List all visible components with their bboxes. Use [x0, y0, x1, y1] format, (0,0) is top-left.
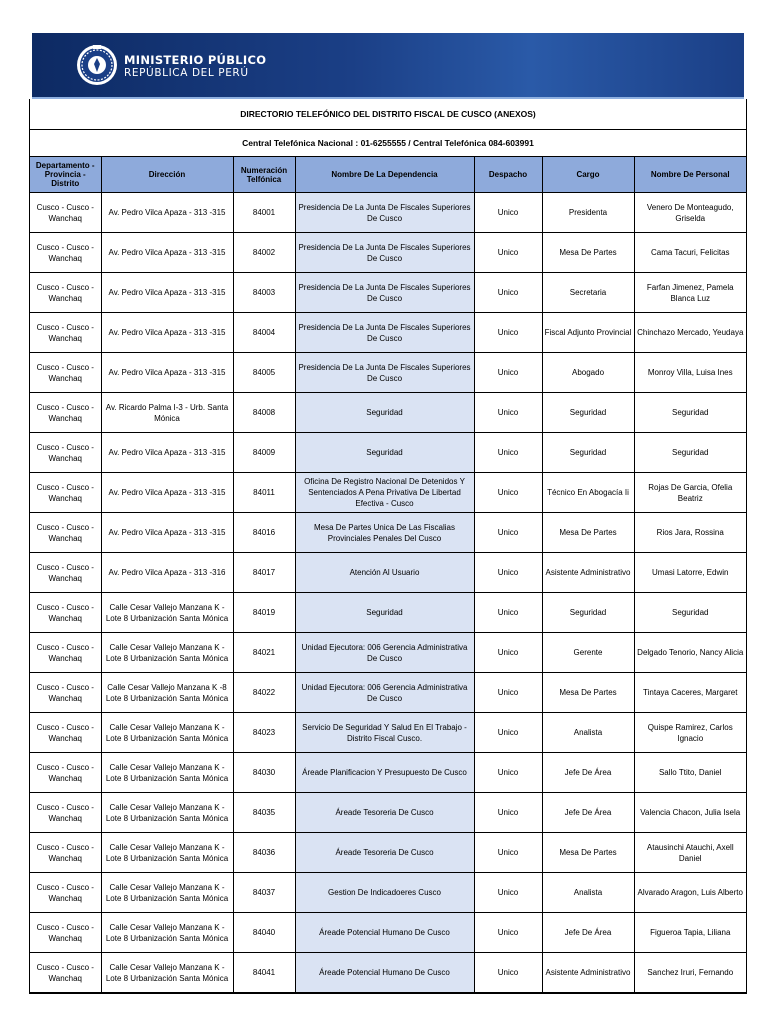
header-banner — [32, 33, 744, 99]
table-row — [30, 753, 746, 793]
dependency-cell: Presidencia De La Junta De Fiscales Superiores De Cusco — [295, 273, 474, 313]
table-row — [30, 273, 746, 313]
document-title: DIRECTORIO TELEFÓNICO DEL DISTRITO FISCAL DE CUSCO (ANEXOS) — [30, 99, 746, 130]
extension-cell: 84023 — [233, 713, 295, 753]
dependency-cell: Áreade Potencial Humano De Cusco — [295, 953, 474, 993]
extension-cell: 84022 — [233, 673, 295, 713]
column-header: Nombre De La Dependencia — [295, 157, 474, 193]
location-cell: Cusco - Cusco - Wanchaq — [30, 313, 101, 353]
location-cell: Cusco - Cusco - Wanchaq — [30, 753, 101, 793]
table-row — [30, 833, 746, 873]
table-row — [30, 953, 746, 993]
location-cell: Cusco - Cusco - Wanchaq — [30, 673, 101, 713]
header-row — [30, 157, 746, 193]
position-cell: Gerente — [542, 633, 634, 673]
office-cell: Unico — [474, 353, 542, 393]
table-row — [30, 233, 746, 273]
directory-sheet — [29, 99, 747, 994]
dependency-cell: Atención Al Usuario — [295, 553, 474, 593]
personnel-cell: Monroy Villa, Luisa Ines — [634, 353, 746, 393]
office-cell: Unico — [474, 513, 542, 553]
position-cell: Presidenta — [542, 193, 634, 233]
logo-line-2: REPÚBLICA DEL PERÚ — [124, 66, 249, 79]
table-row — [30, 873, 746, 913]
office-cell: Unico — [474, 433, 542, 473]
location-cell: Cusco - Cusco - Wanchaq — [30, 513, 101, 553]
dependency-cell: Áreade Tesoreria De Cusco — [295, 833, 474, 873]
column-header: Nombre De Personal — [634, 157, 746, 193]
office-cell: Unico — [474, 633, 542, 673]
position-cell: Seguridad — [542, 393, 634, 433]
personnel-cell: Umasi Latorre, Edwin — [634, 553, 746, 593]
extension-cell: 84011 — [233, 473, 295, 513]
dependency-cell: Oficina De Registro Nacional De Detenidos Y Sentenciados A Pena Privativa De Libertad Efectiva - Cusco — [295, 473, 474, 513]
column-header: Despacho — [474, 157, 542, 193]
address-cell: Calle Cesar Vallejo Manzana K - Lote 8 Urbanización Santa Mónica — [101, 753, 233, 793]
personnel-cell: Seguridad — [634, 393, 746, 433]
location-cell: Cusco - Cusco - Wanchaq — [30, 633, 101, 673]
extension-cell: 84003 — [233, 273, 295, 313]
extension-cell: 84036 — [233, 833, 295, 873]
address-cell: Calle Cesar Vallejo Manzana K - Lote 8 Urbanización Santa Mónica — [101, 713, 233, 753]
ministry-logo — [124, 55, 266, 78]
extension-cell: 84004 — [233, 313, 295, 353]
address-cell: Av. Pedro Vilca Apaza - 313 -315 — [101, 513, 233, 553]
location-cell: Cusco - Cusco - Wanchaq — [30, 593, 101, 633]
personnel-cell: Valencia Chacon, Julia Isela — [634, 793, 746, 833]
personnel-cell: Venero De Monteagudo, Griselda — [634, 193, 746, 233]
address-cell: Av. Pedro Vilca Apaza - 313 -315 — [101, 313, 233, 353]
personnel-cell: Farfan Jimenez, Pamela Blanca Luz — [634, 273, 746, 313]
address-cell: Av. Pedro Vilca Apaza - 313 -315 — [101, 353, 233, 393]
office-cell: Unico — [474, 953, 542, 993]
dependency-cell: Presidencia De La Junta De Fiscales Superiores De Cusco — [295, 193, 474, 233]
personnel-cell: Seguridad — [634, 433, 746, 473]
office-cell: Unico — [474, 713, 542, 753]
extension-cell: 84001 — [233, 193, 295, 233]
extension-cell: 84021 — [233, 633, 295, 673]
central-phone-line: Central Telefónica Nacional : 01-6255555 / Central Telefónica 084-603991 — [30, 130, 746, 157]
personnel-cell: Cama Tacuri, Felicitas — [634, 233, 746, 273]
office-cell: Unico — [474, 913, 542, 953]
office-cell: Unico — [474, 873, 542, 913]
office-cell: Unico — [474, 273, 542, 313]
address-cell: Av. Ricardo Palma I-3 - Urb. Santa Mónica — [101, 393, 233, 433]
table-row — [30, 473, 746, 513]
table-row — [30, 913, 746, 953]
dependency-cell: Seguridad — [295, 393, 474, 433]
dependency-cell: Presidencia De La Junta De Fiscales Superiores De Cusco — [295, 313, 474, 353]
position-cell: Analista — [542, 873, 634, 913]
location-cell: Cusco - Cusco - Wanchaq — [30, 233, 101, 273]
table-row — [30, 633, 746, 673]
table-row — [30, 313, 746, 353]
address-cell: Calle Cesar Vallejo Manzana K - Lote 8 Urbanización Santa Mónica — [101, 873, 233, 913]
position-cell: Fiscal Adjunto Provincial — [542, 313, 634, 353]
column-header: Dirección — [101, 157, 233, 193]
dependency-cell: Presidencia De La Junta De Fiscales Superiores De Cusco — [295, 353, 474, 393]
table-row — [30, 433, 746, 473]
extension-cell: 84035 — [233, 793, 295, 833]
position-cell: Secretaria — [542, 273, 634, 313]
address-cell: Av. Pedro Vilca Apaza - 313 -316 — [101, 553, 233, 593]
office-cell: Unico — [474, 393, 542, 433]
office-cell: Unico — [474, 753, 542, 793]
address-cell: Calle Cesar Vallejo Manzana K - Lote 8 Urbanización Santa Mónica — [101, 953, 233, 993]
dependency-cell: Seguridad — [295, 433, 474, 473]
extension-cell: 84016 — [233, 513, 295, 553]
position-cell: Seguridad — [542, 593, 634, 633]
position-cell: Jefe De Área — [542, 793, 634, 833]
extension-cell: 84008 — [233, 393, 295, 433]
address-cell: Calle Cesar Vallejo Manzana K - Lote 8 Urbanización Santa Mónica — [101, 793, 233, 833]
location-cell: Cusco - Cusco - Wanchaq — [30, 913, 101, 953]
position-cell: Mesa De Partes — [542, 673, 634, 713]
address-cell: Av. Pedro Vilca Apaza - 313 -315 — [101, 433, 233, 473]
office-cell: Unico — [474, 553, 542, 593]
extension-cell: 84009 — [233, 433, 295, 473]
personnel-cell: Atausinchi Atauchi, Axell Daniel — [634, 833, 746, 873]
dependency-cell: Unidad Ejecutora: 006 Gerencia Administrativa De Cusco — [295, 673, 474, 713]
dependency-cell: Seguridad — [295, 593, 474, 633]
table-row — [30, 713, 746, 753]
dependency-cell: Servicio De Seguridad Y Salud En El Trabajo - Distrito Fiscal Cusco. — [295, 713, 474, 753]
office-cell: Unico — [474, 313, 542, 353]
personnel-cell: Rojas De Garcia, Ofelia Beatriz — [634, 473, 746, 513]
personnel-cell: Tintaya Caceres, Margaret — [634, 673, 746, 713]
office-cell: Unico — [474, 593, 542, 633]
location-cell: Cusco - Cusco - Wanchaq — [30, 433, 101, 473]
table-row — [30, 793, 746, 833]
dependency-cell: Áreade Tesoreria De Cusco — [295, 793, 474, 833]
column-header: Numeración Telfónica — [233, 157, 295, 193]
column-header: Departamento - Provincia - Distrito — [30, 157, 101, 193]
address-cell: Calle Cesar Vallejo Manzana K - Lote 8 Urbanización Santa Mónica — [101, 833, 233, 873]
extension-cell: 84040 — [233, 913, 295, 953]
location-cell: Cusco - Cusco - Wanchaq — [30, 273, 101, 313]
location-cell: Cusco - Cusco - Wanchaq — [30, 553, 101, 593]
extension-cell: 84019 — [233, 593, 295, 633]
dependency-cell: Áreade Planificacion Y Presupuesto De Cusco — [295, 753, 474, 793]
personnel-cell: Sanchez Iruri, Fernando — [634, 953, 746, 993]
table-row — [30, 593, 746, 633]
dependency-cell: Gestion De Indicadoeres Cusco — [295, 873, 474, 913]
location-cell: Cusco - Cusco - Wanchaq — [30, 873, 101, 913]
office-cell: Unico — [474, 793, 542, 833]
extension-cell: 84041 — [233, 953, 295, 993]
location-cell: Cusco - Cusco - Wanchaq — [30, 353, 101, 393]
personnel-cell: Seguridad — [634, 593, 746, 633]
personnel-cell: Alvarado Aragon, Luis Alberto — [634, 873, 746, 913]
address-cell: Calle Cesar Vallejo Manzana K -8 Lote 8 Urbanización Santa Mónica — [101, 673, 233, 713]
position-cell: Analista — [542, 713, 634, 753]
directory-table — [30, 157, 746, 993]
table-row — [30, 673, 746, 713]
position-cell: Jefe De Área — [542, 913, 634, 953]
table-row — [30, 193, 746, 233]
personnel-cell: Quispe Ramirez, Carlos Ignacio — [634, 713, 746, 753]
position-cell: Asistente Administrativo — [542, 553, 634, 593]
address-cell: Av. Pedro Vilca Apaza - 313 -315 — [101, 233, 233, 273]
position-cell: Mesa De Partes — [542, 833, 634, 873]
address-cell: Av. Pedro Vilca Apaza - 313 -315 — [101, 273, 233, 313]
dependency-cell: Presidencia De La Junta De Fiscales Superiores De Cusco — [295, 233, 474, 273]
extension-cell: 84005 — [233, 353, 295, 393]
location-cell: Cusco - Cusco - Wanchaq — [30, 393, 101, 433]
logo-line-1: MINISTERIO PÚBLICO — [124, 53, 267, 67]
personnel-cell: Chinchazo Mercado, Yeudaya — [634, 313, 746, 353]
location-cell: Cusco - Cusco - Wanchaq — [30, 473, 101, 513]
location-cell: Cusco - Cusco - Wanchaq — [30, 713, 101, 753]
extension-cell: 84037 — [233, 873, 295, 913]
table-row — [30, 353, 746, 393]
table-row — [30, 553, 746, 593]
position-cell: Técnico En Abogacía Ii — [542, 473, 634, 513]
office-cell: Unico — [474, 233, 542, 273]
position-cell: Asistente Administrativo — [542, 953, 634, 993]
position-cell: Mesa De Partes — [542, 233, 634, 273]
office-cell: Unico — [474, 673, 542, 713]
table-row — [30, 393, 746, 433]
position-cell: Seguridad — [542, 433, 634, 473]
office-cell: Unico — [474, 833, 542, 873]
office-cell: Unico — [474, 473, 542, 513]
dependency-cell: Mesa De Partes Unica De Las Fiscalias Provinciales Penales Del Cusco — [295, 513, 474, 553]
office-cell: Unico — [474, 193, 542, 233]
position-cell: Jefe De Área — [542, 753, 634, 793]
dependency-cell: Unidad Ejecutora: 006 Gerencia Administrativa De Cusco — [295, 633, 474, 673]
table-row — [30, 513, 746, 553]
extension-cell: 84002 — [233, 233, 295, 273]
position-cell: Abogado — [542, 353, 634, 393]
location-cell: Cusco - Cusco - Wanchaq — [30, 793, 101, 833]
address-cell: Calle Cesar Vallejo Manzana K - Lote 8 Urbanización Santa Mónica — [101, 633, 233, 673]
address-cell: Calle Cesar Vallejo Manzana K - Lote 8 Urbanización Santa Mónica — [101, 913, 233, 953]
address-cell: Calle Cesar Vallejo Manzana K - Lote 8 Urbanización Santa Mónica — [101, 593, 233, 633]
personnel-cell: Rios Jara, Rossina — [634, 513, 746, 553]
personnel-cell: Sallo Ttito, Daniel — [634, 753, 746, 793]
location-cell: Cusco - Cusco - Wanchaq — [30, 833, 101, 873]
extension-cell: 84030 — [233, 753, 295, 793]
personnel-cell: Figueroa Tapia, Liliana — [634, 913, 746, 953]
personnel-cell: Delgado Tenorio, Nancy Alicia — [634, 633, 746, 673]
extension-cell: 84017 — [233, 553, 295, 593]
ministry-seal-icon — [75, 43, 119, 87]
location-cell: Cusco - Cusco - Wanchaq — [30, 193, 101, 233]
dependency-cell: Áreade Potencial Humano De Cusco — [295, 913, 474, 953]
address-cell: Av. Pedro Vilca Apaza - 313 -315 — [101, 193, 233, 233]
position-cell: Mesa De Partes — [542, 513, 634, 553]
column-header: Cargo — [542, 157, 634, 193]
address-cell: Av. Pedro Vilca Apaza - 313 -315 — [101, 473, 233, 513]
location-cell: Cusco - Cusco - Wanchaq — [30, 953, 101, 993]
